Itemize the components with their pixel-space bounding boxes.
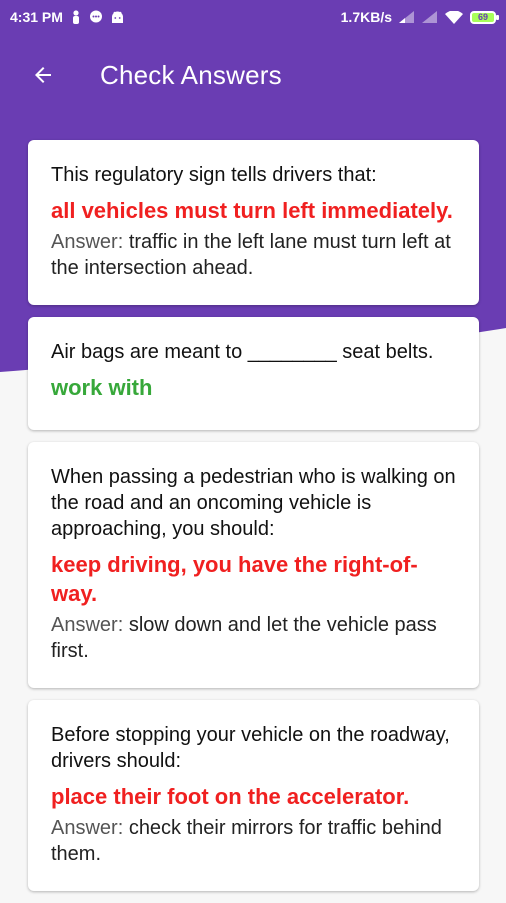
correct-answer — [51, 229, 457, 281]
correct-answer — [51, 612, 457, 664]
chosen-answer: all vehicles must turn left immediately. — [51, 198, 453, 223]
answer-label: Answer: — [51, 614, 124, 636]
back-button[interactable] — [22, 54, 64, 96]
android-icon — [111, 11, 124, 24]
answers-list[interactable] — [28, 140, 479, 903]
question-text: When passing a pedestrian who is walking on the road and an oncoming vehicle is approaching, you should: — [51, 466, 456, 540]
answer-label: Answer: — [51, 817, 124, 839]
correct-answer-text: slow down and let the vehicle pass first. — [51, 614, 437, 662]
correct-answer-text: check their mirrors for traffic behind them. — [51, 817, 442, 865]
chosen-answer: work with — [51, 375, 153, 400]
answer-card — [28, 317, 479, 430]
message-icon — [89, 10, 103, 24]
page-title: Check Answers — [100, 59, 282, 90]
network-speed: 1.7KB/s — [340, 9, 392, 25]
wifi-icon — [445, 11, 463, 24]
arrow-back-icon — [31, 63, 55, 87]
answer-label: Answer: — [51, 231, 124, 253]
answer-card — [28, 442, 479, 688]
question-text: This regulatory sign tells drivers that: — [51, 164, 377, 186]
person-icon — [71, 10, 81, 24]
correct-answer-text: traffic in the left lane must turn left at the intersection ahead. — [51, 231, 451, 279]
chosen-answer: place their foot on the accelerator. — [51, 784, 410, 809]
correct-answer — [51, 815, 457, 867]
question-text: Air bags are meant to ________ seat belts. — [51, 341, 434, 363]
answer-card — [28, 140, 479, 305]
status-bar — [0, 0, 506, 34]
status-time: 4:31 PM — [10, 9, 63, 25]
signal-icon — [422, 11, 438, 23]
app-bar — [0, 34, 506, 116]
chosen-answer: keep driving, you have the right-of-way. — [51, 552, 418, 606]
question-text: Before stopping your vehicle on the roadway, drivers should: — [51, 724, 450, 772]
signal-icon — [399, 11, 415, 23]
answer-card — [28, 700, 479, 891]
battery-icon: 69 — [470, 11, 496, 24]
